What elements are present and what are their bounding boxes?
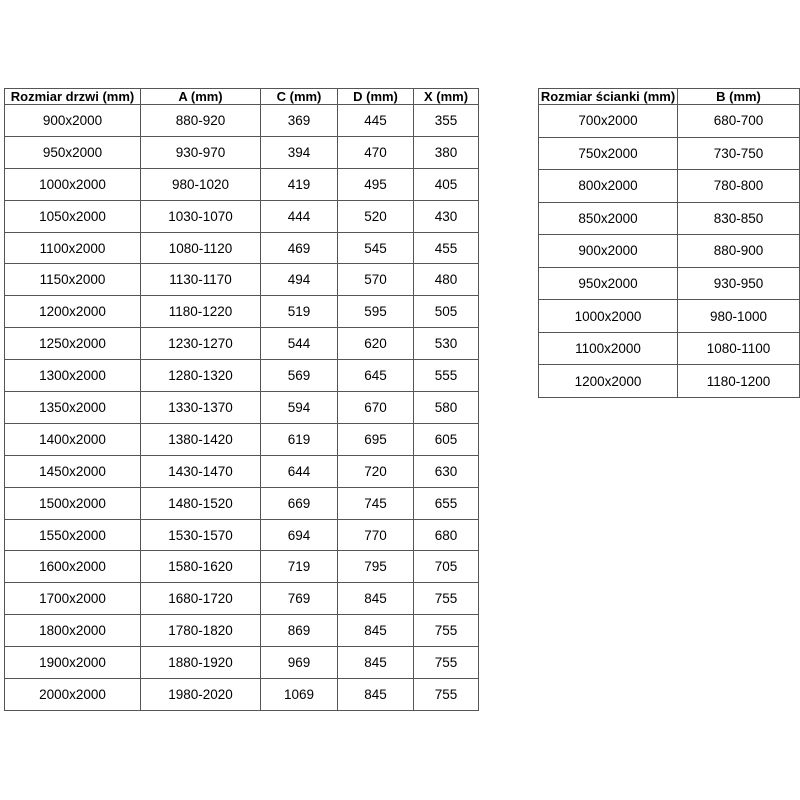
table-cell: 845 <box>338 647 414 679</box>
table-cell: 845 <box>338 679 414 711</box>
table-row <box>539 267 800 300</box>
table-row <box>5 551 479 583</box>
table-cell: 1100x2000 <box>5 232 141 264</box>
table-cell: 869 <box>261 615 338 647</box>
table-cell: 850x2000 <box>539 202 678 235</box>
table-row <box>539 137 800 170</box>
table-row <box>539 365 800 398</box>
table-cell: 700x2000 <box>539 105 678 138</box>
table-cell: 930-970 <box>141 136 261 168</box>
table-cell: 1450x2000 <box>5 455 141 487</box>
door-table-header <box>5 89 479 105</box>
table-cell: 1080-1100 <box>678 332 800 365</box>
table-cell: 980-1000 <box>678 300 800 333</box>
table-cell: 2000x2000 <box>5 679 141 711</box>
table-cell: 755 <box>414 615 479 647</box>
table-cell: 1200x2000 <box>5 296 141 328</box>
table-cell: 1030-1070 <box>141 200 261 232</box>
table-row <box>539 332 800 365</box>
table-cell: 1250x2000 <box>5 328 141 360</box>
table-cell: 755 <box>414 647 479 679</box>
table-cell: 1550x2000 <box>5 519 141 551</box>
table-cell: 795 <box>338 551 414 583</box>
table-cell: 695 <box>338 423 414 455</box>
column-header: Rozmiar ścianki (mm) <box>539 89 678 105</box>
table-row <box>5 105 479 137</box>
table-cell: 444 <box>261 200 338 232</box>
table-cell: 380 <box>414 136 479 168</box>
table-row <box>5 328 479 360</box>
table-cell: 950x2000 <box>5 136 141 168</box>
table-cell: 620 <box>338 328 414 360</box>
door-sizes-table <box>4 88 479 711</box>
table-cell: 605 <box>414 423 479 455</box>
table-cell: 1069 <box>261 679 338 711</box>
table-row <box>539 300 800 333</box>
table-cell: 1900x2000 <box>5 647 141 679</box>
header-row <box>539 89 800 105</box>
table-cell: 545 <box>338 232 414 264</box>
table-cell: 455 <box>414 232 479 264</box>
table-cell: 480 <box>414 264 479 296</box>
table-cell: 1480-1520 <box>141 487 261 519</box>
table-row <box>5 392 479 424</box>
table-row <box>5 647 479 679</box>
table-cell: 555 <box>414 360 479 392</box>
table-cell: 495 <box>338 168 414 200</box>
table-row <box>5 200 479 232</box>
table-cell: 1580-1620 <box>141 551 261 583</box>
table-cell: 1500x2000 <box>5 487 141 519</box>
table-cell: 419 <box>261 168 338 200</box>
table-cell: 544 <box>261 328 338 360</box>
column-header: X (mm) <box>414 89 479 105</box>
table-cell: 1000x2000 <box>5 168 141 200</box>
table-cell: 1180-1200 <box>678 365 800 398</box>
table-row <box>539 235 800 268</box>
table-cell: 405 <box>414 168 479 200</box>
table-cell: 1200x2000 <box>539 365 678 398</box>
column-header: B (mm) <box>678 89 800 105</box>
table-cell: 1680-1720 <box>141 583 261 615</box>
table-cell: 830-850 <box>678 202 800 235</box>
table-cell: 1050x2000 <box>5 200 141 232</box>
table-cell: 1150x2000 <box>5 264 141 296</box>
table-cell: 750x2000 <box>539 137 678 170</box>
table-cell: 1000x2000 <box>539 300 678 333</box>
table-cell: 745 <box>338 487 414 519</box>
table-cell: 655 <box>414 487 479 519</box>
table-cell: 980-1020 <box>141 168 261 200</box>
table-cell: 969 <box>261 647 338 679</box>
table-cell: 1080-1120 <box>141 232 261 264</box>
table-cell: 900x2000 <box>539 235 678 268</box>
table-cell: 1430-1470 <box>141 455 261 487</box>
table-cell: 445 <box>338 105 414 137</box>
table-cell: 1880-1920 <box>141 647 261 679</box>
table-row <box>5 487 479 519</box>
table-cell: 845 <box>338 615 414 647</box>
table-row <box>539 170 800 203</box>
table-cell: 1700x2000 <box>5 583 141 615</box>
table-cell: 394 <box>261 136 338 168</box>
table-cell: 1350x2000 <box>5 392 141 424</box>
table-cell: 520 <box>338 200 414 232</box>
table-cell: 469 <box>261 232 338 264</box>
table-cell: 644 <box>261 455 338 487</box>
column-header: C (mm) <box>261 89 338 105</box>
table-cell: 755 <box>414 679 479 711</box>
table-cell: 1130-1170 <box>141 264 261 296</box>
wall-table-body <box>539 105 800 398</box>
table-cell: 369 <box>261 105 338 137</box>
table-cell: 570 <box>338 264 414 296</box>
table-cell: 670 <box>338 392 414 424</box>
table-row <box>5 168 479 200</box>
column-header: D (mm) <box>338 89 414 105</box>
table-cell: 1330-1370 <box>141 392 261 424</box>
table-cell: 1230-1270 <box>141 328 261 360</box>
table-row <box>5 679 479 711</box>
column-header: A (mm) <box>141 89 261 105</box>
door-table-body <box>5 105 479 711</box>
table-cell: 770 <box>338 519 414 551</box>
table-cell: 800x2000 <box>539 170 678 203</box>
table-cell: 694 <box>261 519 338 551</box>
table-cell: 705 <box>414 551 479 583</box>
table-cell: 1400x2000 <box>5 423 141 455</box>
table-cell: 1980-2020 <box>141 679 261 711</box>
table-cell: 845 <box>338 583 414 615</box>
table-cell: 594 <box>261 392 338 424</box>
table-cell: 355 <box>414 105 479 137</box>
table-cell: 880-920 <box>141 105 261 137</box>
table-cell: 1780-1820 <box>141 615 261 647</box>
table-cell: 430 <box>414 200 479 232</box>
table-cell: 580 <box>414 392 479 424</box>
table-cell: 669 <box>261 487 338 519</box>
table-cell: 470 <box>338 136 414 168</box>
table-row <box>5 615 479 647</box>
table-cell: 1180-1220 <box>141 296 261 328</box>
table-cell: 1380-1420 <box>141 423 261 455</box>
table-cell: 755 <box>414 583 479 615</box>
table-row <box>5 423 479 455</box>
table-row <box>5 136 479 168</box>
table-cell: 645 <box>338 360 414 392</box>
table-cell: 1600x2000 <box>5 551 141 583</box>
table-cell: 769 <box>261 583 338 615</box>
table-row <box>5 583 479 615</box>
table-row <box>539 105 800 138</box>
table-cell: 720 <box>338 455 414 487</box>
table-cell: 930-950 <box>678 267 800 300</box>
table-cell: 880-900 <box>678 235 800 268</box>
table-cell: 630 <box>414 455 479 487</box>
table-row <box>5 360 479 392</box>
table-cell: 950x2000 <box>539 267 678 300</box>
table-row <box>5 264 479 296</box>
table-cell: 719 <box>261 551 338 583</box>
header-row <box>5 89 479 105</box>
table-cell: 1530-1570 <box>141 519 261 551</box>
table-row <box>5 232 479 264</box>
table-cell: 900x2000 <box>5 105 141 137</box>
table-cell: 595 <box>338 296 414 328</box>
table-cell: 530 <box>414 328 479 360</box>
table-cell: 1100x2000 <box>539 332 678 365</box>
table-cell: 619 <box>261 423 338 455</box>
column-header: Rozmiar drzwi (mm) <box>5 89 141 105</box>
table-cell: 1800x2000 <box>5 615 141 647</box>
table-cell: 1300x2000 <box>5 360 141 392</box>
wall-table-header <box>539 89 800 105</box>
wall-sizes-table <box>538 88 800 398</box>
table-row <box>5 519 479 551</box>
table-row <box>539 202 800 235</box>
table-cell: 505 <box>414 296 479 328</box>
table-cell: 680 <box>414 519 479 551</box>
table-cell: 780-800 <box>678 170 800 203</box>
table-cell: 519 <box>261 296 338 328</box>
table-row <box>5 296 479 328</box>
table-cell: 680-700 <box>678 105 800 138</box>
table-cell: 569 <box>261 360 338 392</box>
table-cell: 494 <box>261 264 338 296</box>
table-cell: 1280-1320 <box>141 360 261 392</box>
table-cell: 730-750 <box>678 137 800 170</box>
table-row <box>5 455 479 487</box>
